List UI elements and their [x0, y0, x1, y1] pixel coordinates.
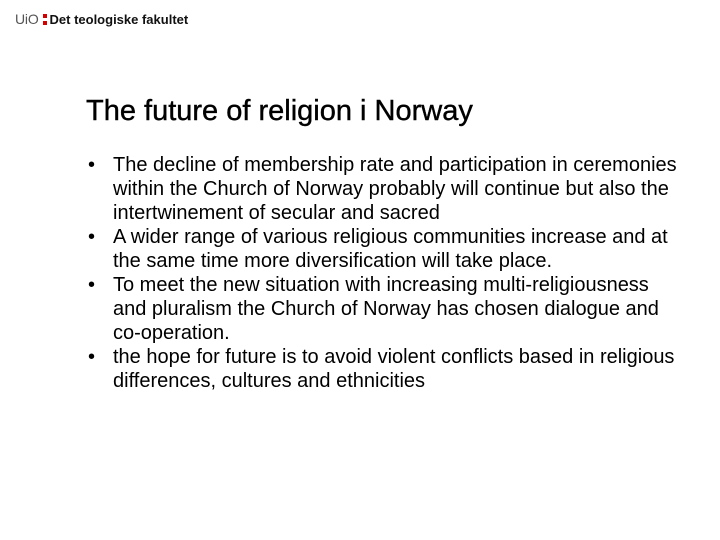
uio-logo: UiO: [15, 11, 39, 27]
bullet-icon: •: [88, 274, 96, 296]
bullet-text: A wider range of various religious communities increase and at the same time more diversification will take place.: [113, 226, 668, 272]
bullet-item: [86, 225, 686, 273]
bullet-icon: •: [88, 226, 96, 248]
slide-title: The future of religion i Norway: [86, 95, 473, 127]
bullet-text: the hope for future is to avoid violent conflicts based in religious differences, cultures and ethnicities: [113, 346, 675, 392]
bullet-text: The decline of membership rate and participation in ceremonies within the Church of Norway probably will continue but also the intertwinement of secular and sacred: [113, 154, 677, 224]
faculty-name: Det teologiske fakultet: [49, 11, 189, 27]
bullet-list: [86, 153, 686, 393]
uio-logo-colon-icon: [43, 14, 47, 25]
bullet-item: [86, 345, 686, 393]
bullet-text: To meet the new situation with increasing multi-religiousness and pluralism the Church of Norway has chosen dialogue and co-operation.: [113, 274, 659, 344]
bullet-icon: •: [88, 346, 96, 368]
bullet-item: [86, 273, 686, 345]
faculty-header: [15, 9, 188, 29]
bullet-item: [86, 153, 686, 225]
bullet-icon: •: [88, 154, 96, 176]
